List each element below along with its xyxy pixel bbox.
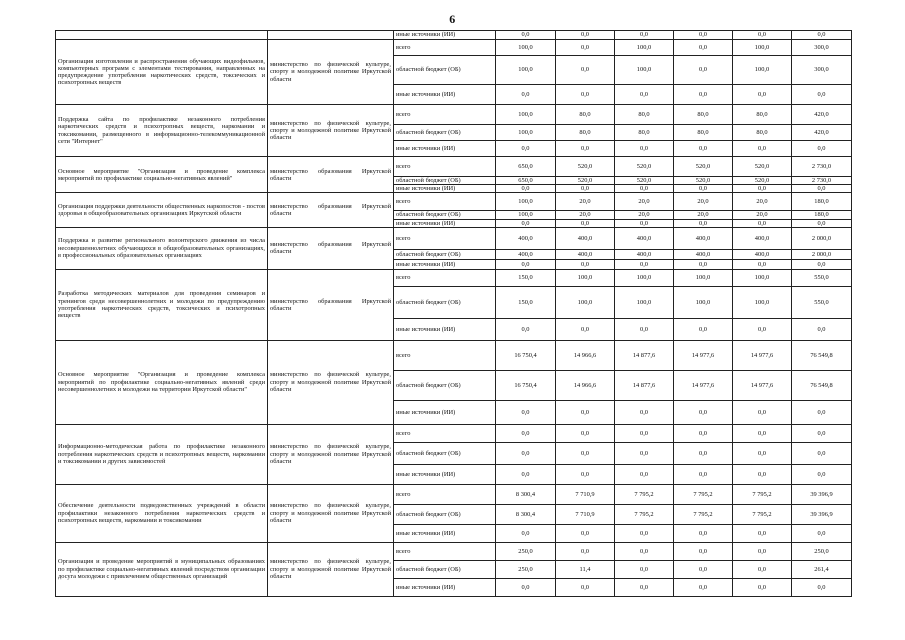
value-cell-col-e: 80,0	[733, 105, 792, 125]
funding-source-cell: иные источники (ИИ)	[394, 578, 496, 596]
executor-cell: министерство по физической культуре, спорту и молодежной политике Иркутской области	[268, 484, 394, 542]
table-row	[56, 227, 852, 249]
value-cell-col-total: 0,0	[792, 424, 852, 442]
activity-name-cell: Поддержка и развитие регионального волонтерского движения из числа несовершеннолетних обучающихся в общеобразовательных организациях, в профессиональных образовательных организациях	[56, 227, 268, 269]
value-cell-col-b: 0,0	[556, 31, 615, 40]
value-cell-col-d: 0,0	[674, 141, 733, 157]
value-cell-col-a: 100,0	[496, 211, 556, 219]
value-cell-col-total: 0,0	[792, 524, 852, 542]
value-cell-col-a: 250,0	[496, 542, 556, 560]
value-cell-col-a: 0,0	[496, 219, 556, 227]
table-row	[56, 484, 852, 504]
value-cell-col-b: 400,0	[556, 227, 615, 249]
value-cell-col-c: 400,0	[615, 227, 674, 249]
table-row	[56, 157, 852, 177]
value-cell-col-e: 100,0	[733, 56, 792, 85]
value-cell-col-b: 0,0	[556, 185, 615, 193]
value-cell-col-a: 250,0	[496, 560, 556, 578]
value-cell-col-b: 0,0	[556, 219, 615, 227]
activity-name-cell: Поддержка сайта по профилактике незаконного потребления наркотических средств и психотропных веществ, наркомании и токсикомании, размещенного в информационно-телекоммуникационной сети "Интернет"	[56, 105, 268, 157]
value-cell-col-e: 400,0	[733, 249, 792, 259]
value-cell-col-d: 14 977,6	[674, 370, 733, 400]
value-cell-col-d: 0,0	[674, 185, 733, 193]
value-cell-col-e: 0,0	[733, 141, 792, 157]
value-cell-col-b: 0,0	[556, 424, 615, 442]
value-cell-col-e: 0,0	[733, 464, 792, 484]
value-cell-col-b: 0,0	[556, 85, 615, 105]
funding-source-cell: иные источники (ИИ)	[394, 85, 496, 105]
value-cell-col-b: 80,0	[556, 125, 615, 141]
value-cell-col-total: 0,0	[792, 578, 852, 596]
value-cell-col-e: 100,0	[733, 286, 792, 318]
activity-name-cell: Разработка методических материалов для проведения семинаров и тренингов среди несовершеннолетних и молодежи по предупреждению употребления наркотических средств, токсических и психотропных веществ	[56, 269, 268, 340]
value-cell-col-total: 0,0	[792, 141, 852, 157]
value-cell-col-a: 0,0	[496, 578, 556, 596]
activity-name-cell: Основное мероприятие "Организация и проведение комплекса мероприятий по профилактике социально-негативных явлений среди несовершеннолетних и молодежи на территории Иркутской области"	[56, 340, 268, 424]
value-cell-col-d: 0,0	[674, 56, 733, 85]
value-cell-col-total: 76 549,8	[792, 340, 852, 370]
value-cell-col-d: 0,0	[674, 400, 733, 424]
executor-cell: министерство образования Иркутской области	[268, 227, 394, 269]
value-cell-col-b: 80,0	[556, 105, 615, 125]
value-cell-col-total: 180,0	[792, 211, 852, 219]
executor-cell: министерство по физической культуре, спорту и молодежной политике Иркутской области	[268, 105, 394, 157]
table-row	[56, 269, 852, 286]
value-cell-col-total: 180,0	[792, 193, 852, 211]
value-cell-col-a: 0,0	[496, 85, 556, 105]
value-cell-col-a: 0,0	[496, 318, 556, 340]
value-cell-col-b: 7 710,9	[556, 484, 615, 504]
value-cell-col-c: 80,0	[615, 125, 674, 141]
executor-cell: министерство по физической культуре, спорту и молодежной политике Иркутской области	[268, 340, 394, 424]
value-cell-col-b: 7 710,9	[556, 504, 615, 524]
value-cell-col-b: 20,0	[556, 211, 615, 219]
value-cell-col-e: 0,0	[733, 424, 792, 442]
table-row	[56, 31, 852, 40]
value-cell-col-c: 0,0	[615, 259, 674, 269]
executor-cell: министерство по физической культуре, спорту и молодежной политике Иркутской области	[268, 542, 394, 596]
funding-source-cell: областной бюджет (ОБ)	[394, 286, 496, 318]
value-cell-col-a: 150,0	[496, 269, 556, 286]
value-cell-col-a: 8 300,4	[496, 484, 556, 504]
value-cell-col-d: 520,0	[674, 177, 733, 185]
value-cell-col-d: 80,0	[674, 125, 733, 141]
funding-source-cell: всего	[394, 269, 496, 286]
value-cell-col-c: 520,0	[615, 177, 674, 185]
value-cell-col-a: 400,0	[496, 249, 556, 259]
value-cell-col-d: 0,0	[674, 442, 733, 464]
value-cell-col-d: 7 795,2	[674, 484, 733, 504]
activity-name-cell	[56, 31, 268, 40]
funding-source-cell: областной бюджет (ОБ)	[394, 370, 496, 400]
value-cell-col-total: 2 000,0	[792, 227, 852, 249]
value-cell-col-total: 76 549,8	[792, 370, 852, 400]
value-cell-col-c: 100,0	[615, 56, 674, 85]
value-cell-col-e: 0,0	[733, 219, 792, 227]
activity-name-cell: Организация и проведение мероприятий в муниципальных образованиях по профилактике социально-негативных явлений посредством организации досуга молодежи с привлечением общественных организаций	[56, 542, 268, 596]
value-cell-col-e: 20,0	[733, 211, 792, 219]
value-cell-col-b: 20,0	[556, 193, 615, 211]
value-cell-col-a: 0,0	[496, 524, 556, 542]
value-cell-col-d: 0,0	[674, 560, 733, 578]
value-cell-col-d: 0,0	[674, 424, 733, 442]
funding-source-cell: областной бюджет (ОБ)	[394, 504, 496, 524]
activity-name-cell: Информационно-методическая работа по профилактике незаконного потребления наркотических средств и психотропных веществ, наркомании и токсикомании и других зависимостей	[56, 424, 268, 484]
value-cell-col-c: 0,0	[615, 560, 674, 578]
value-cell-col-a: 0,0	[496, 185, 556, 193]
budget-table-body	[56, 31, 852, 597]
value-cell-col-e: 7 795,2	[733, 504, 792, 524]
value-cell-col-c: 0,0	[615, 424, 674, 442]
table-row	[56, 340, 852, 370]
value-cell-col-e: 520,0	[733, 157, 792, 177]
value-cell-col-c: 0,0	[615, 141, 674, 157]
value-cell-col-total: 2 730,0	[792, 177, 852, 185]
value-cell-col-d: 0,0	[674, 85, 733, 105]
value-cell-col-d: 0,0	[674, 31, 733, 40]
value-cell-col-a: 100,0	[496, 193, 556, 211]
value-cell-col-d: 0,0	[674, 318, 733, 340]
value-cell-col-b: 14 966,6	[556, 370, 615, 400]
value-cell-col-c: 400,0	[615, 249, 674, 259]
value-cell-col-total: 2 000,0	[792, 249, 852, 259]
value-cell-col-d: 80,0	[674, 105, 733, 125]
value-cell-col-e: 0,0	[733, 442, 792, 464]
value-cell-col-b: 0,0	[556, 442, 615, 464]
value-cell-col-a: 16 750,4	[496, 370, 556, 400]
funding-source-cell: областной бюджет (ОБ)	[394, 211, 496, 219]
value-cell-col-b: 0,0	[556, 259, 615, 269]
funding-source-cell: иные источники (ИИ)	[394, 464, 496, 484]
value-cell-col-c: 20,0	[615, 211, 674, 219]
value-cell-col-d: 100,0	[674, 286, 733, 318]
value-cell-col-b: 0,0	[556, 400, 615, 424]
value-cell-col-total: 550,0	[792, 269, 852, 286]
value-cell-col-c: 0,0	[615, 578, 674, 596]
value-cell-col-b: 520,0	[556, 177, 615, 185]
funding-source-cell: всего	[394, 484, 496, 504]
value-cell-col-b: 0,0	[556, 464, 615, 484]
funding-source-cell: иные источники (ИИ)	[394, 259, 496, 269]
value-cell-col-d: 0,0	[674, 578, 733, 596]
executor-cell: министерство образования Иркутской области	[268, 193, 394, 227]
funding-source-cell: областной бюджет (ОБ)	[394, 442, 496, 464]
value-cell-col-b: 0,0	[556, 542, 615, 560]
value-cell-col-total: 39 396,9	[792, 484, 852, 504]
value-cell-col-a: 0,0	[496, 464, 556, 484]
value-cell-col-total: 0,0	[792, 259, 852, 269]
value-cell-col-d: 20,0	[674, 211, 733, 219]
value-cell-col-total: 2 730,0	[792, 157, 852, 177]
executor-cell	[268, 31, 394, 40]
value-cell-col-d: 520,0	[674, 157, 733, 177]
table-row	[56, 40, 852, 56]
funding-source-cell: всего	[394, 157, 496, 177]
value-cell-col-a: 150,0	[496, 286, 556, 318]
value-cell-col-c: 0,0	[615, 185, 674, 193]
value-cell-col-e: 0,0	[733, 31, 792, 40]
value-cell-col-b: 100,0	[556, 286, 615, 318]
value-cell-col-total: 550,0	[792, 286, 852, 318]
table-row	[56, 105, 852, 125]
value-cell-col-e: 100,0	[733, 269, 792, 286]
value-cell-col-e: 0,0	[733, 400, 792, 424]
funding-source-cell: иные источники (ИИ)	[394, 141, 496, 157]
value-cell-col-d: 7 795,2	[674, 504, 733, 524]
funding-source-cell: всего	[394, 227, 496, 249]
value-cell-col-total: 0,0	[792, 442, 852, 464]
funding-source-cell: всего	[394, 542, 496, 560]
value-cell-col-c: 0,0	[615, 542, 674, 560]
value-cell-col-a: 0,0	[496, 141, 556, 157]
funding-source-cell: всего	[394, 40, 496, 56]
value-cell-col-b: 0,0	[556, 141, 615, 157]
value-cell-col-e: 80,0	[733, 125, 792, 141]
value-cell-col-a: 650,0	[496, 157, 556, 177]
value-cell-col-d: 14 977,6	[674, 340, 733, 370]
table-row	[56, 424, 852, 442]
activity-name-cell: Организация поддержки деятельности общественных наркопостов - постов здоровья в общеобразовательных организациях Иркутской области	[56, 193, 268, 227]
value-cell-col-a: 0,0	[496, 424, 556, 442]
value-cell-col-e: 0,0	[733, 524, 792, 542]
value-cell-col-b: 400,0	[556, 249, 615, 259]
value-cell-col-b: 100,0	[556, 269, 615, 286]
value-cell-col-a: 0,0	[496, 31, 556, 40]
funding-source-cell: областной бюджет (ОБ)	[394, 56, 496, 85]
budget-table	[55, 30, 852, 597]
value-cell-col-c: 0,0	[615, 31, 674, 40]
value-cell-col-a: 100,0	[496, 105, 556, 125]
value-cell-col-d: 0,0	[674, 464, 733, 484]
funding-source-cell: областной бюджет (ОБ)	[394, 560, 496, 578]
value-cell-col-e: 7 795,2	[733, 484, 792, 504]
funding-source-cell: иные источники (ИИ)	[394, 400, 496, 424]
value-cell-col-e: 0,0	[733, 185, 792, 193]
value-cell-col-d: 0,0	[674, 40, 733, 56]
executor-cell: министерство по физической культуре, спорту и молодежной политике Иркутской области	[268, 424, 394, 484]
value-cell-col-total: 0,0	[792, 318, 852, 340]
value-cell-col-a: 400,0	[496, 227, 556, 249]
activity-name-cell: Организация изготовления и распространения обучающих видеофильмов, компьютерных программ с элементами тестирования, направленных на предупреждение употребления наркотических средств, токсических и психотропных веществ	[56, 40, 268, 105]
funding-source-cell: областной бюджет (ОБ)	[394, 177, 496, 185]
table-row	[56, 193, 852, 211]
value-cell-col-c: 100,0	[615, 40, 674, 56]
funding-source-cell: областной бюджет (ОБ)	[394, 125, 496, 141]
value-cell-col-total: 0,0	[792, 85, 852, 105]
executor-cell: министерство образования Иркутской области	[268, 157, 394, 193]
funding-source-cell: иные источники (ИИ)	[394, 524, 496, 542]
funding-source-cell: иные источники (ИИ)	[394, 31, 496, 40]
value-cell-col-b: 520,0	[556, 157, 615, 177]
value-cell-col-total: 0,0	[792, 400, 852, 424]
value-cell-col-d: 400,0	[674, 227, 733, 249]
value-cell-col-total: 39 396,9	[792, 504, 852, 524]
value-cell-col-b: 0,0	[556, 56, 615, 85]
value-cell-col-total: 0,0	[792, 464, 852, 484]
value-cell-col-c: 14 877,6	[615, 370, 674, 400]
table-row	[56, 542, 852, 560]
value-cell-col-a: 0,0	[496, 442, 556, 464]
value-cell-col-b: 0,0	[556, 524, 615, 542]
value-cell-col-e: 0,0	[733, 560, 792, 578]
value-cell-col-c: 20,0	[615, 193, 674, 211]
value-cell-col-b: 0,0	[556, 40, 615, 56]
value-cell-col-d: 0,0	[674, 542, 733, 560]
value-cell-col-c: 520,0	[615, 157, 674, 177]
value-cell-col-a: 0,0	[496, 400, 556, 424]
activity-name-cell: Обеспечение деятельности подведомственных учреждений в области профилактики незаконного потребления наркотических средств и психотропных веществ, наркомании и токсикомании	[56, 484, 268, 542]
value-cell-col-b: 0,0	[556, 318, 615, 340]
value-cell-col-e: 14 977,6	[733, 370, 792, 400]
value-cell-col-total: 0,0	[792, 185, 852, 193]
funding-source-cell: всего	[394, 193, 496, 211]
value-cell-col-e: 0,0	[733, 578, 792, 596]
value-cell-col-a: 16 750,4	[496, 340, 556, 370]
value-cell-col-c: 0,0	[615, 400, 674, 424]
value-cell-col-e: 20,0	[733, 193, 792, 211]
value-cell-col-e: 400,0	[733, 227, 792, 249]
value-cell-col-c: 14 877,6	[615, 340, 674, 370]
funding-source-cell: иные источники (ИИ)	[394, 185, 496, 193]
value-cell-col-total: 0,0	[792, 219, 852, 227]
value-cell-col-e: 0,0	[733, 85, 792, 105]
value-cell-col-d: 0,0	[674, 259, 733, 269]
value-cell-col-c: 100,0	[615, 286, 674, 318]
value-cell-col-c: 7 795,2	[615, 504, 674, 524]
value-cell-col-c: 80,0	[615, 105, 674, 125]
value-cell-col-c: 7 795,2	[615, 484, 674, 504]
value-cell-col-b: 14 966,6	[556, 340, 615, 370]
funding-source-cell: всего	[394, 340, 496, 370]
value-cell-col-d: 400,0	[674, 249, 733, 259]
value-cell-col-total: 300,0	[792, 56, 852, 85]
value-cell-col-d: 20,0	[674, 193, 733, 211]
value-cell-col-d: 0,0	[674, 219, 733, 227]
value-cell-col-e: 100,0	[733, 40, 792, 56]
executor-cell: министерство по физической культуре, спорту и молодежной политике Иркутской области	[268, 40, 394, 105]
value-cell-col-c: 0,0	[615, 464, 674, 484]
value-cell-col-a: 0,0	[496, 259, 556, 269]
value-cell-col-c: 0,0	[615, 219, 674, 227]
value-cell-col-total: 250,0	[792, 542, 852, 560]
page-number: 6	[449, 12, 456, 26]
value-cell-col-a: 100,0	[496, 56, 556, 85]
value-cell-col-e: 0,0	[733, 259, 792, 269]
value-cell-col-e: 0,0	[733, 542, 792, 560]
value-cell-col-a: 100,0	[496, 125, 556, 141]
value-cell-col-total: 420,0	[792, 105, 852, 125]
value-cell-col-a: 100,0	[496, 40, 556, 56]
value-cell-col-e: 520,0	[733, 177, 792, 185]
value-cell-col-b: 0,0	[556, 578, 615, 596]
funding-source-cell: иные источники (ИИ)	[394, 318, 496, 340]
executor-cell: министерство образования Иркутской области	[268, 269, 394, 340]
value-cell-col-total: 300,0	[792, 40, 852, 56]
funding-source-cell: всего	[394, 105, 496, 125]
value-cell-col-c: 0,0	[615, 85, 674, 105]
value-cell-col-e: 14 977,6	[733, 340, 792, 370]
value-cell-col-a: 650,0	[496, 177, 556, 185]
value-cell-col-total: 420,0	[792, 125, 852, 141]
value-cell-col-d: 0,0	[674, 524, 733, 542]
funding-source-cell: иные источники (ИИ)	[394, 219, 496, 227]
value-cell-col-c: 0,0	[615, 442, 674, 464]
value-cell-col-d: 100,0	[674, 269, 733, 286]
value-cell-col-b: 11,4	[556, 560, 615, 578]
value-cell-col-c: 100,0	[615, 269, 674, 286]
value-cell-col-c: 0,0	[615, 524, 674, 542]
funding-source-cell: всего	[394, 424, 496, 442]
value-cell-col-c: 0,0	[615, 318, 674, 340]
activity-name-cell: Основное мероприятие "Организация и проведение комплекса мероприятий по профилактике социально-негативных явлений"	[56, 157, 268, 193]
value-cell-col-total: 261,4	[792, 560, 852, 578]
value-cell-col-a: 8 300,4	[496, 504, 556, 524]
value-cell-col-e: 0,0	[733, 318, 792, 340]
value-cell-col-total: 0,0	[792, 31, 852, 40]
funding-source-cell: областной бюджет (ОБ)	[394, 249, 496, 259]
